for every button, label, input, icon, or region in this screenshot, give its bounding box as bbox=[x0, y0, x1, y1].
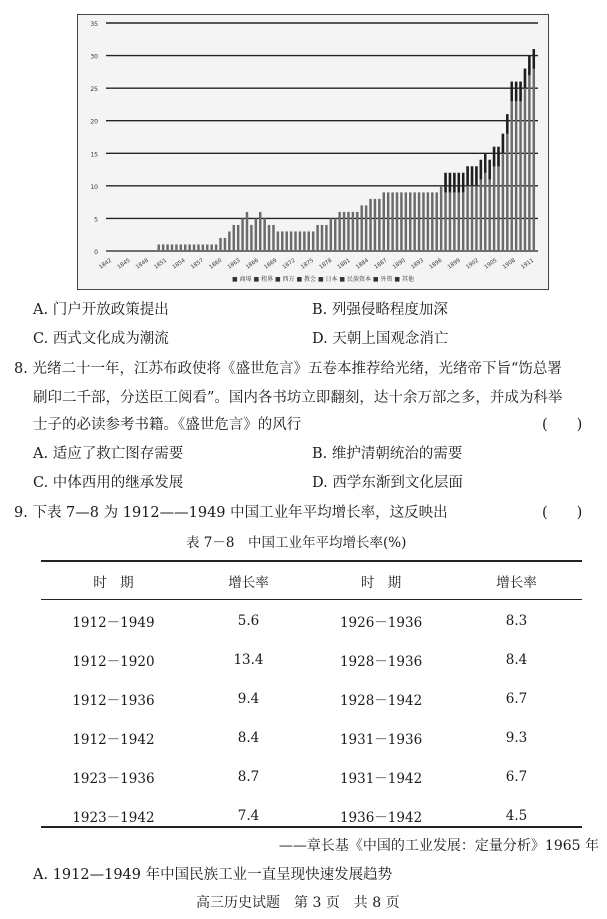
bar bbox=[299, 231, 301, 251]
x-tick-label: 1866 bbox=[245, 257, 260, 271]
q8-option-a: A. 适应了救亡图存需要 bbox=[33, 446, 184, 462]
bar-segment bbox=[449, 173, 451, 193]
cell-period: 1912－1920 bbox=[72, 653, 155, 670]
bar-rect bbox=[184, 244, 186, 251]
bar bbox=[334, 218, 336, 251]
bar bbox=[440, 186, 442, 251]
bar-rect bbox=[237, 225, 239, 251]
bar-rect bbox=[285, 231, 287, 251]
bar-rect bbox=[263, 218, 265, 251]
bar-rect bbox=[210, 244, 212, 251]
bar-rect bbox=[383, 192, 385, 251]
bar-rect bbox=[166, 244, 168, 251]
bar bbox=[391, 192, 393, 251]
bar-segment bbox=[484, 153, 486, 173]
cell-period: 1912－1942 bbox=[72, 731, 155, 748]
bar-segment bbox=[497, 147, 499, 167]
bar bbox=[365, 205, 367, 251]
x-tick-label: 1869 bbox=[263, 257, 279, 271]
bar bbox=[219, 238, 221, 251]
q8-stem-line-1: 8. 光绪二十一年，江苏布政使将《盛世危言》五卷本推荐给光绪，光绪帝下旨“饬总署 bbox=[14, 361, 562, 377]
bar-rect bbox=[413, 192, 415, 251]
bar bbox=[510, 82, 512, 251]
q8-answer-paren: ( ) bbox=[542, 417, 583, 433]
bar bbox=[519, 82, 521, 251]
x-tick-label: 1887 bbox=[373, 257, 389, 271]
bar-segment bbox=[475, 166, 477, 186]
bar-rect bbox=[347, 212, 349, 251]
cell-period: 1931－1936 bbox=[339, 731, 423, 748]
bar bbox=[383, 192, 385, 251]
x-tick-label: 1848 bbox=[134, 257, 150, 271]
bar-rect bbox=[338, 212, 340, 251]
y-tick-label: 0 bbox=[94, 249, 98, 256]
q7-option-a: A. 门户开放政策提出 bbox=[33, 302, 169, 318]
bar-rect bbox=[193, 244, 195, 251]
bar-rect bbox=[180, 244, 182, 251]
header-period-1: 时 期 bbox=[93, 575, 134, 591]
bar bbox=[493, 147, 495, 251]
x-tick-label: 1845 bbox=[116, 257, 132, 271]
bar-rect bbox=[219, 238, 221, 251]
bar bbox=[435, 192, 437, 251]
cell-rate: 4.5 bbox=[505, 807, 528, 824]
bar bbox=[497, 147, 499, 251]
bar-rect bbox=[259, 212, 261, 251]
bar bbox=[400, 192, 402, 251]
bar bbox=[316, 225, 318, 251]
q7-option-b: B. 列强侵略程度加深 bbox=[312, 302, 448, 318]
q9-answer-paren: ( ) bbox=[542, 505, 583, 521]
cell-rate: 6.7 bbox=[505, 768, 528, 785]
bar bbox=[184, 244, 186, 251]
q9-option-a: A. 1912—1949 年中国民族工业一直呈现快速发展趋势 bbox=[33, 867, 393, 883]
bar-rect bbox=[312, 231, 314, 251]
bar-rect bbox=[369, 199, 371, 251]
x-tick-label: 1842 bbox=[98, 257, 114, 271]
cell-rate: 5.6 bbox=[237, 612, 260, 629]
bar-rect bbox=[405, 192, 407, 251]
bar-rect bbox=[524, 69, 526, 251]
table-source: ——章长基《中国的工业发展：定量分析》1965 年 bbox=[278, 838, 599, 854]
cell-rate: 8.3 bbox=[505, 612, 528, 629]
x-tick-label: 1872 bbox=[281, 257, 297, 271]
bar-rect bbox=[250, 225, 252, 251]
x-tick-label: 1890 bbox=[391, 257, 407, 271]
q7-option-d: D. 天朝上国观念消亡 bbox=[312, 331, 449, 347]
bar-rect bbox=[290, 231, 292, 251]
bar-rect bbox=[422, 192, 424, 251]
bar-rect bbox=[528, 56, 530, 251]
bar bbox=[409, 192, 411, 251]
bar-rect bbox=[233, 225, 235, 251]
q8-option-c: C. 中体西用的继承发展 bbox=[33, 475, 184, 491]
bar bbox=[290, 231, 292, 251]
x-tick-label: 1860 bbox=[208, 257, 224, 271]
cell-rate: 9.4 bbox=[237, 690, 260, 707]
cell-period: 1923－1936 bbox=[72, 770, 155, 787]
x-tick-label: 1896 bbox=[428, 257, 444, 271]
bar bbox=[484, 153, 486, 251]
cell-rate: 8.7 bbox=[237, 768, 260, 785]
bar bbox=[312, 231, 314, 251]
cell-period: 1923－1942 bbox=[72, 809, 155, 826]
cell-period: 1926－1936 bbox=[339, 614, 423, 631]
x-tick-label: 1899 bbox=[446, 257, 462, 271]
bar bbox=[166, 244, 168, 251]
bar bbox=[533, 49, 535, 251]
bar bbox=[268, 225, 270, 251]
bar bbox=[321, 225, 323, 251]
bar bbox=[462, 173, 464, 251]
bar-rect bbox=[387, 192, 389, 251]
cell-rate: 13.4 bbox=[233, 651, 264, 668]
bar-rect bbox=[519, 82, 521, 251]
bar-rect bbox=[396, 192, 398, 251]
x-tick-label: 1863 bbox=[226, 257, 242, 271]
bar-segment bbox=[506, 114, 508, 134]
bar bbox=[347, 212, 349, 251]
x-tick-label: 1902 bbox=[465, 257, 481, 271]
cell-period: 1928－1942 bbox=[339, 692, 423, 709]
bar bbox=[308, 231, 310, 251]
bar-rect bbox=[321, 225, 323, 251]
bar bbox=[466, 166, 468, 251]
bar-rect bbox=[294, 231, 296, 251]
bar bbox=[210, 244, 212, 251]
bar bbox=[374, 199, 376, 251]
bar-rect bbox=[343, 212, 345, 251]
cell-rate: 8.4 bbox=[505, 651, 528, 668]
bar-rect bbox=[272, 225, 274, 251]
bar bbox=[263, 218, 265, 251]
bar-segment bbox=[466, 166, 468, 186]
bar-rect bbox=[418, 192, 420, 251]
y-tick-label: 30 bbox=[90, 53, 98, 61]
cell-rate: 6.7 bbox=[505, 690, 528, 707]
bar bbox=[444, 173, 446, 251]
bar-segment bbox=[502, 134, 504, 154]
bar bbox=[422, 192, 424, 251]
cell-period: 1931－1942 bbox=[339, 770, 423, 787]
bar-rect bbox=[378, 199, 380, 251]
bar-rect bbox=[360, 205, 362, 251]
bar-segment bbox=[493, 147, 495, 167]
bar bbox=[246, 212, 248, 251]
bar bbox=[471, 166, 473, 251]
bar-rect bbox=[427, 192, 429, 251]
bar bbox=[206, 244, 208, 251]
bar-rect bbox=[202, 244, 204, 251]
cell-period: 1912－1936 bbox=[72, 692, 155, 709]
header-rate-2: 增长率 bbox=[496, 575, 537, 591]
bar bbox=[193, 244, 195, 251]
bar bbox=[285, 231, 287, 251]
bar-rect bbox=[277, 231, 279, 251]
bar bbox=[188, 244, 190, 251]
bar-rect bbox=[400, 192, 402, 251]
bar-rect bbox=[356, 212, 358, 251]
bar-rect bbox=[510, 82, 512, 251]
bar bbox=[233, 225, 235, 251]
bar-segment bbox=[519, 82, 521, 102]
bar bbox=[418, 192, 420, 251]
bar-rect bbox=[391, 192, 393, 251]
bar-rect bbox=[255, 218, 257, 251]
y-tick-label: 5 bbox=[94, 216, 98, 224]
bar-rect bbox=[325, 225, 327, 251]
bar-rect bbox=[435, 192, 437, 251]
bar bbox=[330, 218, 332, 251]
bar bbox=[180, 244, 182, 251]
bar bbox=[480, 160, 482, 251]
q8-stem-line-3: 士子的必读参考书籍。《盛世危言》的风行 bbox=[33, 417, 302, 433]
bar-segment bbox=[533, 49, 535, 69]
bar-rect bbox=[224, 238, 226, 251]
bar bbox=[506, 114, 508, 251]
bar bbox=[343, 212, 345, 251]
bar bbox=[396, 192, 398, 251]
q9-stem: 9. 下表 7—8 为 1912——1949 中国工业年平均增长率，这反映出 bbox=[14, 505, 448, 521]
bar bbox=[162, 244, 164, 251]
x-tick-label: 1908 bbox=[501, 257, 517, 271]
bar-rect bbox=[206, 244, 208, 251]
bar-segment bbox=[453, 173, 455, 193]
bar-segment bbox=[471, 166, 473, 186]
page-footer: 高三历史试题 第 3 页 共 8 页 bbox=[196, 895, 400, 911]
bar-rect bbox=[281, 231, 283, 251]
table-row bbox=[41, 640, 582, 679]
y-tick-label: 15 bbox=[90, 151, 98, 159]
bar-rect bbox=[506, 114, 508, 251]
bar-rect bbox=[171, 244, 173, 251]
q7-option-c: C. 西式文化成为潮流 bbox=[33, 331, 169, 347]
bar bbox=[272, 225, 274, 251]
table-row bbox=[41, 718, 582, 757]
cell-rate: 8.4 bbox=[237, 729, 260, 746]
bar bbox=[338, 212, 340, 251]
bar bbox=[171, 244, 173, 251]
bar-rect bbox=[188, 244, 190, 251]
bar-segment bbox=[515, 82, 517, 102]
bar bbox=[237, 225, 239, 251]
bar-rect bbox=[334, 218, 336, 251]
growth-rate-table bbox=[41, 561, 582, 835]
y-tick-label: 35 bbox=[90, 21, 98, 28]
bar-rect bbox=[374, 199, 376, 251]
q8-option-b: B. 维护清朝统治的需要 bbox=[312, 446, 463, 462]
table-title: 表 7－8 中国工业年平均增长率(%) bbox=[186, 535, 407, 551]
bar-rect bbox=[316, 225, 318, 251]
bar-rect bbox=[197, 244, 199, 251]
bar-rect bbox=[268, 225, 270, 251]
bar-rect bbox=[175, 244, 177, 251]
x-tick-label: 1875 bbox=[300, 257, 315, 271]
chart-legend: ■ 商埠 ■ 租界 ■ 西方 ■ 教会 ■ 日本 ■ 民族资本 ■ 外资 ■ 其他 bbox=[232, 276, 414, 283]
bar bbox=[281, 231, 283, 251]
bar bbox=[427, 192, 429, 251]
bar-chart-svg bbox=[78, 15, 548, 289]
bar-rect bbox=[515, 82, 517, 251]
table-row bbox=[41, 601, 582, 640]
header-period-2: 时 期 bbox=[360, 575, 402, 591]
bar bbox=[294, 231, 296, 251]
bar bbox=[303, 231, 305, 251]
x-tick-label: 1905 bbox=[483, 257, 499, 271]
q8-stem-line-2: 刷印二千部，分送臣工阅看”。国内各书坊立即翻刻，达十余万部之多，并成为科举 bbox=[33, 390, 563, 406]
bar bbox=[202, 244, 204, 251]
table-header-row bbox=[41, 561, 582, 601]
q8-option-d: D. 西学东渐到文化层面 bbox=[312, 475, 463, 491]
bar-rect bbox=[409, 192, 411, 251]
x-tick-label: 1851 bbox=[153, 257, 169, 271]
bar-segment bbox=[458, 173, 460, 193]
bar bbox=[458, 173, 460, 251]
x-tick-label: 1911 bbox=[520, 257, 536, 271]
bar-rect bbox=[299, 231, 301, 251]
bar-rect bbox=[158, 244, 160, 251]
bar-rect bbox=[308, 231, 310, 251]
bar-rect bbox=[162, 244, 164, 251]
bar-rect bbox=[228, 231, 230, 251]
bar bbox=[356, 212, 358, 251]
bar bbox=[175, 244, 177, 251]
bar bbox=[228, 231, 230, 251]
x-tick-label: 1854 bbox=[171, 257, 187, 271]
bar bbox=[197, 244, 199, 251]
bar-rect bbox=[241, 218, 243, 251]
bar-rect bbox=[215, 244, 217, 251]
bar bbox=[215, 244, 217, 251]
cell-period: 1936－1942 bbox=[339, 809, 423, 826]
bar-rect bbox=[440, 186, 442, 251]
bar bbox=[241, 218, 243, 251]
bar bbox=[378, 199, 380, 251]
bar bbox=[255, 218, 257, 251]
cell-rate: 7.4 bbox=[237, 807, 260, 824]
y-tick-label: 20 bbox=[90, 118, 98, 126]
bar-segment bbox=[462, 173, 464, 193]
bar-rect bbox=[303, 231, 305, 251]
x-tick-label: 1881 bbox=[336, 257, 352, 271]
bar bbox=[352, 212, 354, 251]
x-tick-label: 1893 bbox=[410, 257, 426, 271]
bar bbox=[277, 231, 279, 251]
y-tick-label: 10 bbox=[90, 183, 98, 191]
bar bbox=[259, 212, 261, 251]
table-row bbox=[41, 679, 582, 718]
bar-rect bbox=[246, 212, 248, 251]
table-row bbox=[41, 757, 582, 796]
bar bbox=[524, 69, 526, 251]
bar bbox=[528, 56, 530, 251]
bar bbox=[449, 173, 451, 251]
bar bbox=[224, 238, 226, 251]
bar-rect bbox=[365, 205, 367, 251]
x-tick-label: 1857 bbox=[189, 257, 205, 271]
table-row bbox=[41, 796, 582, 835]
bar-segment bbox=[528, 56, 530, 76]
bar-segment bbox=[444, 173, 446, 193]
bar-segment bbox=[480, 160, 482, 180]
bar-rect bbox=[431, 192, 433, 251]
header-rate-1: 增长率 bbox=[228, 575, 269, 591]
cell-rate: 9.3 bbox=[505, 729, 528, 746]
bar bbox=[360, 205, 362, 251]
bar bbox=[475, 166, 477, 251]
bar bbox=[369, 199, 371, 251]
bar-rect bbox=[533, 49, 535, 251]
bar bbox=[158, 244, 160, 251]
bar-segment bbox=[510, 82, 512, 102]
bar bbox=[325, 225, 327, 251]
bar bbox=[387, 192, 389, 251]
bar-segment bbox=[488, 160, 490, 180]
bar bbox=[488, 160, 490, 251]
y-tick-label: 25 bbox=[90, 86, 98, 94]
bar-segment bbox=[524, 69, 526, 89]
cell-period: 1912－1949 bbox=[72, 614, 155, 631]
bar bbox=[413, 192, 415, 251]
bar-chart bbox=[77, 14, 549, 290]
bar bbox=[431, 192, 433, 251]
bar-rect bbox=[330, 218, 332, 251]
bar-rect bbox=[352, 212, 354, 251]
bar bbox=[515, 82, 517, 251]
bar bbox=[453, 173, 455, 251]
x-tick-label: 1878 bbox=[318, 257, 334, 271]
cell-period: 1928－1936 bbox=[339, 653, 423, 670]
x-tick-label: 1884 bbox=[355, 257, 371, 271]
bar bbox=[502, 134, 504, 251]
bar bbox=[405, 192, 407, 251]
bar bbox=[250, 225, 252, 251]
